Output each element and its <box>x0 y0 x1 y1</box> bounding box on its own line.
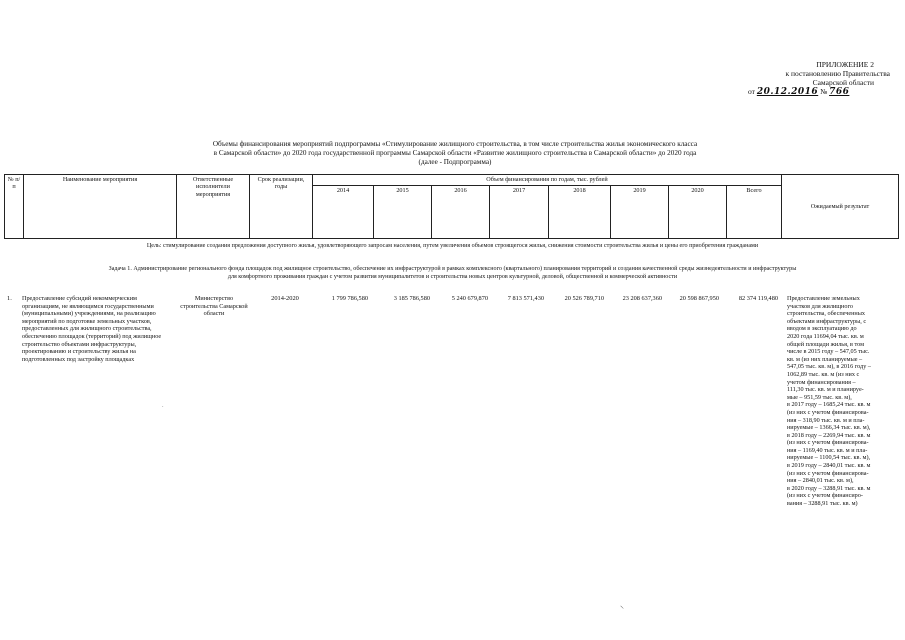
row-value-total: 82 374 119,480 <box>738 295 778 302</box>
result-line: мые – 951,59 тыс. кв. м), <box>787 393 852 401</box>
handwritten-date: 20.12.2016 <box>756 87 819 97</box>
task-line-1: Задача 1. Администрирование регионального фонда площадок под жилищное строительство, обеспечение их инфраструктурой в рамках комплексного (квартального) планирования территорий и создания качественной среды жизнедеятельности и инфраструктуры <box>108 266 797 272</box>
header-total: Всего <box>727 186 782 239</box>
row-term: 2014-2020 <box>271 295 299 302</box>
appendix-line-1: к постановлению Правительства <box>785 69 890 78</box>
header-year: 2018 <box>549 186 611 239</box>
title-line-3: (далее - Подпрограмма) <box>418 158 492 166</box>
header-year: 2016 <box>432 186 490 239</box>
header-funding: Объем финансирования по годам, тыс. рублей <box>313 175 782 186</box>
task-text <box>4 265 901 281</box>
task-line-2: для комфортного проживания граждан с учетом развития муниципалитетов и строительства новых центров культурной, деловой, общественной и коммерческой активности <box>227 274 678 280</box>
appendix-title: ПРИЛОЖЕНИЕ 2 <box>816 60 874 69</box>
result-line: (из них с учетом финансирова- <box>787 408 869 416</box>
result-line: общей площади жилья, в том <box>787 340 865 348</box>
result-line: (из них с учетом финансиро- <box>787 492 863 500</box>
result-line: нируемые – 1100,54 тыс. кв. м), <box>787 454 871 462</box>
date-prefix: от <box>748 87 755 96</box>
result-line: в 2018 году – 2269,94 тыс. кв. м <box>787 431 871 439</box>
scan-speck: ⸜ <box>620 601 624 610</box>
result-line: (из них с учетом финансирова- <box>787 469 869 477</box>
result-line: кв. м (из них планируемые – <box>787 355 863 363</box>
result-line: объектами инфраструктуры, с <box>787 317 867 325</box>
title-line-1: Объемы финансирования мероприятий подпрограммы «Стимулирование жилищного строительства, в том числе строительства жилья экономического класса <box>212 140 698 148</box>
header-name: Наименование мероприятия <box>24 175 177 239</box>
result-line: ния – 1169,40 тыс. кв. м и пла- <box>787 446 868 454</box>
result-line: (из них с учетом финансирова- <box>787 439 869 447</box>
result-line: ния – 318,90 тыс. кв. м и пла- <box>787 416 865 424</box>
result-line: строительства, обеспеченных <box>787 310 865 318</box>
result-line: Предоставление земельных <box>787 295 860 302</box>
header-year: 2020 <box>669 186 727 239</box>
funding-table-header <box>4 174 899 239</box>
row-responsible: Министерство строительства Самарской области <box>180 295 248 318</box>
title-line-2: в Самарской области» до 2020 года государственной программы Самарской области «Развитие жилищного строительства в Самарской области» до 2020 года <box>213 149 697 157</box>
header-year: 2014 <box>313 186 374 239</box>
result-line: 111,30 тыс. кв. м и планируе- <box>787 386 864 394</box>
row-value-2018: 20 526 789,710 <box>564 295 604 302</box>
row-value-2015: 3 185 786,580 <box>393 295 430 302</box>
header-term: Срок реализации, годы <box>250 175 313 239</box>
row-value-2016: 5 240 679,870 <box>451 295 488 302</box>
appendix-line-2: Самарской области <box>812 78 874 87</box>
result-line: в 2017 году – 1685,24 тыс. кв. м <box>787 401 871 409</box>
result-line: 1062,89 тыс. кв. м (из них с <box>787 370 860 378</box>
row-value-2014: 1 799 786,580 <box>331 295 368 302</box>
document-title <box>140 140 770 167</box>
result-line: участков для жилищного <box>787 302 853 310</box>
header-year: 2019 <box>611 186 669 239</box>
header-year: 2017 <box>490 186 549 239</box>
result-line: учетом финансирования – <box>787 378 856 386</box>
row-number: 1. <box>7 295 12 302</box>
header-result: Ожидаемый результат <box>782 175 899 239</box>
result-line: числе в 2015 году – 547,05 тыс. <box>787 348 870 356</box>
appendix-block <box>730 60 890 97</box>
row-measure-name: Предоставление субсидий некоммерческим организациям, не являющимся государственными (муниципальными) учреждениями, на реализацию мероприятий по подготовке земельных участков, предоставленных для жилищного строительства, обеспечению площадок (территорий) под жилищное строительство объектами инфраструктуры, проектированию и строительству жилья на подготовленных под застройку площадках <box>22 295 162 363</box>
header-responsible: Ответственные исполнители мероприятия <box>177 175 250 239</box>
result-line: 2020 года 11694,04 тыс. кв. м <box>787 332 864 340</box>
scan-speck: · <box>162 405 164 410</box>
row-expected-result <box>787 295 895 508</box>
appendix-date-line <box>730 87 890 97</box>
result-line: вания – 3288,91 тыс. кв. м) <box>787 500 858 508</box>
number-prefix: № <box>820 87 828 96</box>
result-line: вводом в эксплуатацию до <box>787 325 857 333</box>
row-value-2020: 20 598 867,950 <box>679 295 719 302</box>
header-year: 2015 <box>374 186 432 239</box>
result-line: ния – 2840,01 тыс. кв. м), <box>787 477 854 485</box>
header-num: № п/п <box>5 175 24 239</box>
goal-text: Цель: стимулирование создания предложения доступного жилья, удовлетворяющего запросам населения, путем увеличения объемов строящегося жилья, снижения стоимости строительства жилья и цены его приобретения гражданами <box>146 243 759 249</box>
row-value-2017: 7 813 571,430 <box>507 295 544 302</box>
handwritten-number: 766 <box>829 87 850 97</box>
result-line: 547,05 тыс. кв. м), в 2016 году – <box>787 363 871 371</box>
result-line: в 2020 году – 3288,91 тыс. кв. м <box>787 484 871 492</box>
row-value-2019: 23 208 637,360 <box>622 295 662 302</box>
result-line: нируемые – 1366,34 тыс. кв. м), <box>787 424 871 432</box>
result-line: в 2019 году – 2840,01 тыс. кв. м <box>787 462 871 470</box>
